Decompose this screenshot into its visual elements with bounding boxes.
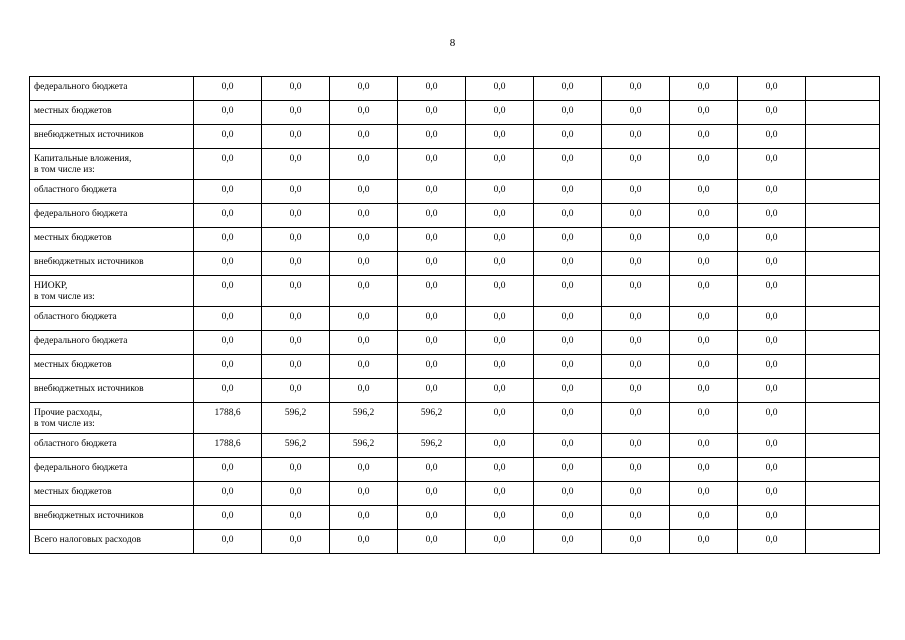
value-cell: 0,0 (670, 276, 738, 307)
value-cell: 0,0 (330, 180, 398, 204)
value-cell: 0,0 (670, 125, 738, 149)
value-cell: 0,0 (670, 331, 738, 355)
value-cell: 0,0 (330, 482, 398, 506)
table-row (30, 101, 880, 125)
value-cell: 0,0 (262, 530, 330, 554)
row-label: федерального бюджета (34, 82, 128, 92)
table-row (30, 482, 880, 506)
table-row (30, 180, 880, 204)
value-cell: 0,0 (262, 355, 330, 379)
table-row (30, 149, 880, 180)
empty-cell (806, 434, 880, 458)
value-cell: 0,0 (466, 204, 534, 228)
value-cell: 0,0 (602, 506, 670, 530)
value-cell: 0,0 (534, 355, 602, 379)
row-label-cell (30, 77, 194, 101)
row-label-cell (30, 125, 194, 149)
value-cell: 0,0 (398, 125, 466, 149)
value-cell: 0,0 (602, 228, 670, 252)
table-row (30, 506, 880, 530)
value-cell: 0,0 (670, 77, 738, 101)
row-label: федерального бюджета (34, 209, 128, 219)
value-cell: 0,0 (194, 506, 262, 530)
value-cell: 0,0 (534, 331, 602, 355)
value-cell: 0,0 (534, 101, 602, 125)
value-cell: 0,0 (398, 180, 466, 204)
value-cell: 0,0 (534, 458, 602, 482)
empty-cell (806, 180, 880, 204)
value-cell: 0,0 (466, 434, 534, 458)
value-cell: 0,0 (466, 77, 534, 101)
value-cell: 0,0 (330, 458, 398, 482)
value-cell: 0,0 (330, 77, 398, 101)
row-label: в том числе из: (34, 292, 95, 302)
value-cell: 0,0 (534, 180, 602, 204)
empty-cell (806, 149, 880, 180)
value-cell: 0,0 (602, 101, 670, 125)
value-cell: 0,0 (602, 482, 670, 506)
value-cell: 0,0 (670, 434, 738, 458)
table-row (30, 276, 880, 307)
value-cell: 0,0 (194, 101, 262, 125)
value-cell: 0,0 (466, 125, 534, 149)
table-row (30, 355, 880, 379)
value-cell: 0,0 (330, 379, 398, 403)
value-cell: 0,0 (670, 180, 738, 204)
value-cell: 0,0 (466, 458, 534, 482)
value-cell: 0,0 (602, 180, 670, 204)
value-cell: 0,0 (330, 252, 398, 276)
empty-cell (806, 252, 880, 276)
empty-cell (806, 204, 880, 228)
value-cell: 0,0 (330, 331, 398, 355)
value-cell: 0,0 (738, 355, 806, 379)
row-label-cell (30, 458, 194, 482)
value-cell: 596,2 (398, 403, 466, 434)
value-cell: 596,2 (398, 434, 466, 458)
value-cell: 0,0 (602, 331, 670, 355)
row-label: внебюджетных источников (34, 384, 144, 394)
value-cell: 0,0 (602, 125, 670, 149)
row-label: внебюджетных источников (34, 257, 144, 267)
value-cell: 0,0 (602, 307, 670, 331)
value-cell: 0,0 (602, 379, 670, 403)
value-cell: 0,0 (262, 506, 330, 530)
value-cell: 0,0 (398, 482, 466, 506)
row-label: в том числе из: (34, 165, 95, 175)
table-body (30, 77, 880, 554)
value-cell: 596,2 (330, 403, 398, 434)
value-cell: 0,0 (262, 101, 330, 125)
value-cell: 0,0 (262, 149, 330, 180)
value-cell: 0,0 (534, 506, 602, 530)
value-cell: 0,0 (738, 530, 806, 554)
empty-cell (806, 101, 880, 125)
value-cell: 0,0 (602, 530, 670, 554)
value-cell: 0,0 (602, 252, 670, 276)
table-row (30, 77, 880, 101)
value-cell: 596,2 (330, 434, 398, 458)
value-cell: 0,0 (738, 252, 806, 276)
value-cell: 0,0 (194, 331, 262, 355)
value-cell: 0,0 (398, 530, 466, 554)
value-cell: 0,0 (602, 458, 670, 482)
value-cell: 0,0 (670, 228, 738, 252)
value-cell: 0,0 (262, 77, 330, 101)
empty-cell (806, 458, 880, 482)
table-row (30, 307, 880, 331)
value-cell: 0,0 (670, 482, 738, 506)
value-cell: 0,0 (602, 434, 670, 458)
value-cell: 0,0 (398, 379, 466, 403)
row-label: местных бюджетов (34, 233, 112, 243)
row-label: НИОКР, (34, 281, 68, 291)
empty-cell (806, 307, 880, 331)
empty-cell (806, 125, 880, 149)
value-cell: 0,0 (262, 379, 330, 403)
value-cell: 0,0 (534, 125, 602, 149)
row-label: областного бюджета (34, 439, 117, 449)
empty-cell (806, 482, 880, 506)
value-cell: 0,0 (602, 77, 670, 101)
value-cell: 0,0 (194, 458, 262, 482)
row-label: областного бюджета (34, 312, 117, 322)
value-cell: 0,0 (194, 77, 262, 101)
value-cell: 0,0 (466, 355, 534, 379)
row-label-cell (30, 506, 194, 530)
empty-cell (806, 331, 880, 355)
value-cell: 0,0 (534, 379, 602, 403)
value-cell: 0,0 (194, 204, 262, 228)
value-cell: 0,0 (738, 307, 806, 331)
row-label: местных бюджетов (34, 487, 112, 497)
value-cell: 0,0 (534, 276, 602, 307)
value-cell: 1788,6 (194, 434, 262, 458)
value-cell: 0,0 (670, 403, 738, 434)
table-row (30, 434, 880, 458)
value-cell: 0,0 (670, 101, 738, 125)
value-cell: 0,0 (194, 530, 262, 554)
value-cell: 0,0 (670, 204, 738, 228)
value-cell: 0,0 (670, 530, 738, 554)
table-row (30, 458, 880, 482)
value-cell: 0,0 (194, 355, 262, 379)
value-cell: 0,0 (262, 228, 330, 252)
value-cell: 0,0 (398, 307, 466, 331)
value-cell: 0,0 (466, 403, 534, 434)
table-row (30, 379, 880, 403)
value-cell: 0,0 (534, 204, 602, 228)
value-cell: 0,0 (262, 276, 330, 307)
row-label-cell (30, 355, 194, 379)
value-cell: 0,0 (602, 276, 670, 307)
value-cell: 0,0 (738, 458, 806, 482)
value-cell: 0,0 (466, 101, 534, 125)
value-cell: 0,0 (738, 204, 806, 228)
value-cell: 0,0 (466, 331, 534, 355)
value-cell: 0,0 (194, 149, 262, 180)
value-cell: 0,0 (398, 458, 466, 482)
page-number: 8 (449, 37, 456, 49)
value-cell: 0,0 (194, 252, 262, 276)
row-label: Всего налоговых расходов (34, 535, 141, 545)
value-cell: 0,0 (534, 252, 602, 276)
value-cell: 0,0 (194, 228, 262, 252)
row-label-cell (30, 276, 194, 307)
value-cell: 0,0 (330, 276, 398, 307)
value-cell: 0,0 (738, 180, 806, 204)
value-cell: 0,0 (738, 506, 806, 530)
value-cell: 0,0 (670, 355, 738, 379)
value-cell: 0,0 (398, 101, 466, 125)
table-row (30, 204, 880, 228)
value-cell: 0,0 (330, 101, 398, 125)
value-cell: 0,0 (466, 149, 534, 180)
row-label-cell (30, 434, 194, 458)
value-cell: 0,0 (398, 331, 466, 355)
value-cell: 0,0 (602, 149, 670, 180)
value-cell: 0,0 (670, 506, 738, 530)
budget-table (29, 76, 880, 554)
value-cell: 0,0 (670, 379, 738, 403)
value-cell: 0,0 (534, 434, 602, 458)
value-cell: 0,0 (738, 379, 806, 403)
value-cell: 0,0 (466, 307, 534, 331)
row-label: областного бюджета (34, 185, 117, 195)
value-cell: 0,0 (738, 228, 806, 252)
value-cell: 0,0 (262, 331, 330, 355)
value-cell: 0,0 (534, 530, 602, 554)
value-cell: 0,0 (194, 307, 262, 331)
value-cell: 0,0 (738, 434, 806, 458)
row-label: Прочие расходы, (34, 408, 103, 418)
value-cell: 0,0 (194, 180, 262, 204)
row-label-cell (30, 482, 194, 506)
value-cell: 0,0 (738, 125, 806, 149)
row-label: Капитальные вложения, (34, 154, 132, 164)
value-cell: 0,0 (534, 228, 602, 252)
value-cell: 0,0 (330, 149, 398, 180)
value-cell: 0,0 (398, 204, 466, 228)
value-cell: 0,0 (262, 252, 330, 276)
value-cell: 0,0 (670, 458, 738, 482)
value-cell: 0,0 (466, 482, 534, 506)
value-cell: 0,0 (398, 506, 466, 530)
value-cell: 0,0 (466, 228, 534, 252)
value-cell: 0,0 (262, 180, 330, 204)
value-cell: 0,0 (670, 307, 738, 331)
table-row (30, 530, 880, 554)
value-cell: 0,0 (194, 276, 262, 307)
value-cell: 0,0 (534, 307, 602, 331)
value-cell: 1788,6 (194, 403, 262, 434)
value-cell: 0,0 (738, 331, 806, 355)
value-cell: 0,0 (738, 101, 806, 125)
row-label: внебюджетных источников (34, 130, 144, 140)
value-cell: 0,0 (670, 149, 738, 180)
row-label: внебюджетных источников (34, 511, 144, 521)
value-cell: 0,0 (398, 276, 466, 307)
value-cell: 0,0 (738, 276, 806, 307)
row-label-cell (30, 180, 194, 204)
value-cell: 0,0 (602, 403, 670, 434)
row-label-cell (30, 204, 194, 228)
empty-cell (806, 228, 880, 252)
row-label-cell (30, 331, 194, 355)
value-cell: 0,0 (330, 530, 398, 554)
value-cell: 0,0 (194, 379, 262, 403)
value-cell: 0,0 (738, 77, 806, 101)
value-cell: 0,0 (466, 276, 534, 307)
value-cell: 0,0 (466, 180, 534, 204)
value-cell: 0,0 (534, 403, 602, 434)
value-cell: 0,0 (398, 149, 466, 180)
value-cell: 0,0 (330, 355, 398, 379)
empty-cell (806, 403, 880, 434)
empty-cell (806, 276, 880, 307)
row-label: в том числе из: (34, 419, 95, 429)
row-label-cell (30, 403, 194, 434)
value-cell: 0,0 (398, 77, 466, 101)
table-row (30, 125, 880, 149)
empty-cell (806, 77, 880, 101)
value-cell: 0,0 (262, 307, 330, 331)
table-row (30, 252, 880, 276)
row-label: федерального бюджета (34, 463, 128, 473)
row-label: федерального бюджета (34, 336, 128, 346)
table-row (30, 228, 880, 252)
value-cell: 0,0 (194, 482, 262, 506)
value-cell: 0,0 (398, 252, 466, 276)
value-cell: 0,0 (398, 228, 466, 252)
row-label: местных бюджетов (34, 360, 112, 370)
value-cell: 596,2 (262, 434, 330, 458)
value-cell: 0,0 (398, 355, 466, 379)
row-label: местных бюджетов (34, 106, 112, 116)
value-cell: 0,0 (330, 125, 398, 149)
empty-cell (806, 379, 880, 403)
value-cell: 0,0 (534, 482, 602, 506)
value-cell: 0,0 (602, 204, 670, 228)
empty-cell (806, 355, 880, 379)
value-cell: 0,0 (262, 482, 330, 506)
value-cell: 0,0 (262, 125, 330, 149)
row-label-cell (30, 307, 194, 331)
value-cell: 0,0 (466, 530, 534, 554)
row-label-cell (30, 379, 194, 403)
value-cell: 0,0 (466, 506, 534, 530)
value-cell: 0,0 (670, 252, 738, 276)
value-cell: 0,0 (262, 204, 330, 228)
row-label-cell (30, 530, 194, 554)
value-cell: 0,0 (262, 458, 330, 482)
value-cell: 0,0 (330, 506, 398, 530)
row-label-cell (30, 252, 194, 276)
value-cell: 0,0 (194, 125, 262, 149)
value-cell: 0,0 (534, 149, 602, 180)
value-cell: 0,0 (602, 355, 670, 379)
value-cell: 0,0 (534, 77, 602, 101)
row-label-cell (30, 101, 194, 125)
row-label-cell (30, 228, 194, 252)
value-cell: 0,0 (738, 149, 806, 180)
value-cell: 596,2 (262, 403, 330, 434)
value-cell: 0,0 (738, 482, 806, 506)
value-cell: 0,0 (738, 403, 806, 434)
row-label-cell (30, 149, 194, 180)
value-cell: 0,0 (330, 307, 398, 331)
value-cell: 0,0 (330, 204, 398, 228)
table-row (30, 403, 880, 434)
empty-cell (806, 506, 880, 530)
value-cell: 0,0 (466, 379, 534, 403)
empty-cell (806, 530, 880, 554)
table-row (30, 331, 880, 355)
value-cell: 0,0 (466, 252, 534, 276)
value-cell: 0,0 (330, 228, 398, 252)
